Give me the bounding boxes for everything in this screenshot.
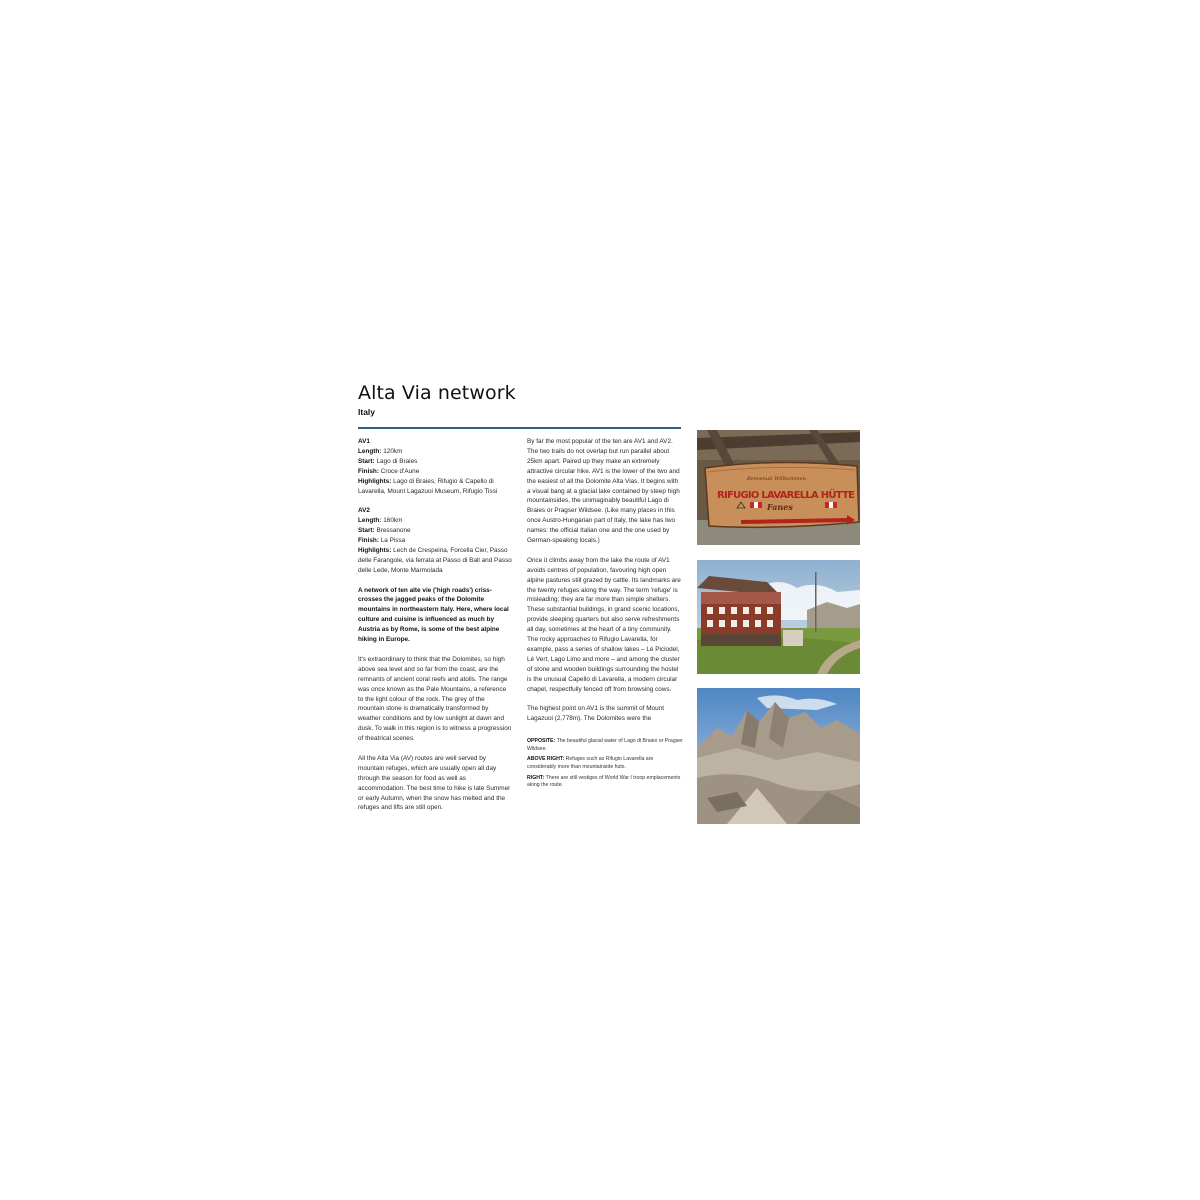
photo-captions bbox=[527, 738, 683, 790]
caption-above-right: ABOVE RIGHT: Refuges such as Rifugio Lavarella are considerably more than mountainside huts. bbox=[527, 756, 654, 771]
body-paragraph: By far the most popular of the ten are AV1 and AV2. The two trails do not overlap but run parallel about 25km apart. Paired up they make an extremely attractive circular hike. AV1 is the lower of the two and the easiest of all the Dolomite Alta Vias. It begins with a visual bang at a glacial lake contained by steep high mountainsides, the unimaginably beautiful Lago di Braies or Pragser Wildsee. (Like many places in this once Austro-Hungarian part of Italy, the lake has two names: the official Italian one and the one used by German-speaking locals.) bbox=[527, 438, 680, 545]
av1-start: Start: Lago di Braies bbox=[358, 457, 418, 465]
svg-text:Benvenuti Willkommen: Benvenuti Willkommen bbox=[747, 476, 806, 482]
av1-length: Length: 120km bbox=[358, 447, 403, 455]
svg-text:Fanes: Fanes bbox=[767, 502, 793, 512]
text-column-left bbox=[358, 437, 512, 823]
av1-heading: AV1 bbox=[358, 438, 370, 445]
text-column-middle bbox=[527, 437, 683, 793]
body-paragraph: All the Alta Via (AV) routes are well served by mountain refuges, which are usually open all day through the season for food as well as accommodation. The best time to hike is late Summer or early Autumn, when the snow has melted and the refuges and lifts are still open. bbox=[358, 754, 511, 812]
title-rule bbox=[358, 427, 681, 429]
body-paragraph: It's extraordinary to think that the Dolomites, so high above sea level and so far from the coast, are the remnants of ancient coral reefs and atolls. The range was once known as the Pale Mountains, a reference to the light colour of the rock. The grey of the mountain stone is dramatically transformed by weather conditions and by low sunlight at dawn and dusk. To walk in this region is to witness a progression of theatrical scenes. bbox=[358, 655, 512, 743]
body-paragraph: The highest point on AV1 is the summit of Mount Lagazuoi (2,778m). The Dolomites were the bbox=[527, 705, 664, 723]
caption-opposite: OPPOSITE: The beautiful glacial water of Lago di Braies or Pragser Wildsee. bbox=[527, 738, 683, 752]
av2-facts bbox=[358, 506, 512, 575]
photo-refuge-building bbox=[697, 560, 860, 674]
av2-highlights: Highlights: Lech de Crespeina, Forcella Cier, Passo delle Farangole, via ferrata at Passo di Ball and Passo delle Lede, Monte Marmolada bbox=[358, 546, 512, 574]
page-subtitle: Italy bbox=[358, 407, 376, 417]
av2-finish: Finish: La Pissa bbox=[358, 537, 406, 545]
caption-right: RIGHT: There are still vestiges of World War I troop emplacements along the route. bbox=[527, 774, 681, 789]
intro-paragraph: A network of ten alte vie ('high roads') criss-crosses the jagged peaks of the Dolomite mountains in northeastern Italy. Here, where local culture and cuisine is influenced as much by Austria as by Rome, is some of the best alpine hiking in Europe. bbox=[358, 586, 509, 644]
page-title: Alta Via network bbox=[358, 382, 516, 404]
av2-start: Start: Bressanone bbox=[358, 527, 411, 535]
av2-heading: AV2 bbox=[358, 507, 370, 515]
photo-dolomite-peaks bbox=[697, 688, 860, 824]
photo-refuge-sign bbox=[697, 430, 860, 545]
svg-text:RIFUGIO LAVARELLA HÜTTE: RIFUGIO LAVARELLA HÜTTE bbox=[717, 490, 855, 501]
av2-length: Length: 160km bbox=[358, 517, 403, 525]
av1-finish: Finish: Croce d'Aune bbox=[358, 467, 420, 475]
body-paragraph: Once it climbs away from the lake the route of AV1 avoids centres of population, favouring high open alpine pastures still grazed by cattle. Its landmarks are the twenty refuges along the way. The term 'refuge' is misleading; they are far more than simple shelters. These substantial buildings, in grand scenic locations, provide sleeping quarters but also serve refreshments all day, sometimes at the heart of a tiny community. The rocky approaches to Rifugio Lavarella, for example, pass a series of shallow lakes – Lé Piciodel, Lé Vert, Lago Limo and more – and among the cluster of stone and wooden buildings surrounding the hostel is the unusual Capello di Lavarella, a modern circular chapel, respectfully fenced off from browsing cows. bbox=[527, 556, 681, 693]
av1-highlights: Highlights: Lago di Braies, Rifugio & Capello di Lavarella, Mount Lagazuoi Museum, Rifugio Tissi bbox=[358, 477, 498, 495]
av1-facts bbox=[358, 437, 512, 496]
